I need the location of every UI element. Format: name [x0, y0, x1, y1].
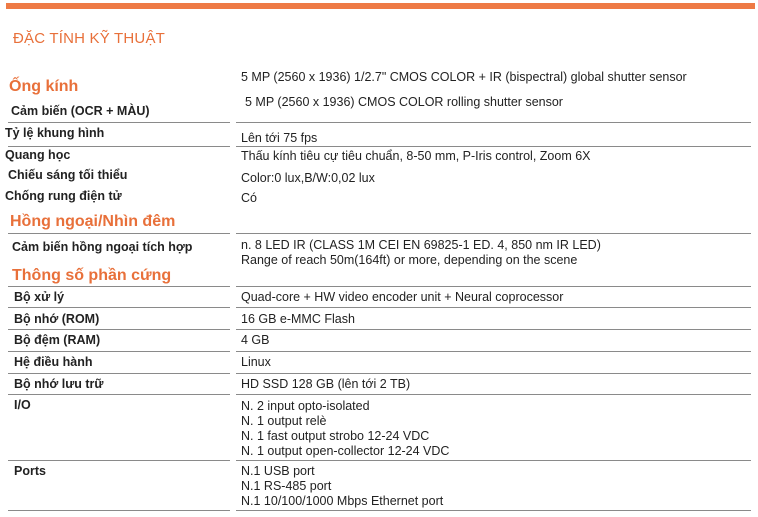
ir-sensor-line: Range of reach 50m(164ft) or more, depending on the scene	[241, 253, 578, 267]
divider	[8, 307, 230, 308]
ports-line: N.1 RS-485 port	[241, 479, 332, 493]
divider	[8, 233, 230, 234]
divider	[8, 146, 230, 147]
sensor-label: Cảm biến (OCR + MÀU)	[11, 104, 150, 118]
section-heading-lens: Ống kính	[9, 78, 79, 95]
framerate-value: Lên tới 75 fps	[241, 131, 318, 145]
divider	[236, 286, 751, 287]
rom-value: 16 GB e-MMC Flash	[241, 312, 355, 326]
divider	[236, 122, 751, 123]
ir-sensor-value	[241, 238, 601, 268]
ports-line: N.1 10/100/1000 Mbps Ethernet port	[241, 494, 444, 508]
section-heading-hardware: Thông số phần cứng	[12, 267, 172, 284]
divider	[8, 460, 230, 461]
cpu-label: Bộ xử lý	[14, 290, 65, 304]
divider	[236, 460, 751, 461]
ir-sensor-line: n. 8 LED IR (CLASS 1M CEI EN 69825-1 ED. 4, 850 nm IR LED)	[241, 238, 601, 252]
divider	[236, 510, 751, 511]
page-title: ĐẶC TÍNH KỸ THUẬT	[13, 30, 166, 47]
divider	[8, 510, 230, 511]
divider	[236, 146, 751, 147]
divider	[236, 351, 751, 352]
divider	[236, 394, 751, 395]
divider	[8, 373, 230, 374]
storage-value: HD SSD 128 GB (lên tới 2 TB)	[241, 377, 411, 391]
io-value	[241, 399, 449, 459]
divider	[8, 394, 230, 395]
io-line: N. 1 output relè	[241, 414, 327, 428]
min-light-label: Chiếu sáng tối thiểu	[8, 168, 128, 182]
divider	[236, 373, 751, 374]
header-accent-bar	[6, 3, 755, 9]
sensor-primary-value: 5 MP (2560 x 1936) 1/2.7" CMOS COLOR + IR (bispectral) global shutter sensor	[241, 70, 687, 84]
io-line: N. 1 fast output strobo 12-24 VDC	[241, 429, 430, 443]
storage-label: Bộ nhớ lưu trữ	[14, 377, 104, 391]
optics-label: Quang học	[5, 148, 71, 162]
eis-label: Chống rung điện tử	[5, 189, 122, 203]
io-line: N. 2 input opto-isolated	[241, 399, 370, 413]
framerate-label: Tỷ lệ khung hình	[5, 126, 105, 140]
ir-sensor-label: Cảm biến hồng ngoại tích hợp	[12, 240, 193, 254]
divider	[236, 233, 751, 234]
io-label: I/O	[14, 398, 31, 412]
ports-value	[241, 464, 443, 509]
ram-label: Bộ đệm (RAM)	[14, 333, 101, 347]
divider	[8, 286, 230, 287]
min-light-value: Color:0 lux,B/W:0,02 lux	[241, 171, 375, 185]
rom-label: Bộ nhớ (ROM)	[14, 312, 100, 326]
divider	[236, 307, 751, 308]
io-line: N. 1 output open-collector 12-24 VDC	[241, 444, 450, 458]
optics-value: Thấu kính tiêu cự tiêu chuẩn, 8-50 mm, P-Iris control, Zoom 6X	[241, 149, 591, 163]
divider	[8, 329, 230, 330]
eis-value: Có	[241, 191, 257, 205]
ram-value: 4 GB	[241, 333, 270, 347]
ports-line: N.1 USB port	[241, 464, 315, 478]
sensor-value: 5 MP (2560 x 1936) CMOS COLOR rolling shutter sensor	[245, 95, 563, 109]
os-label: Hệ điều hành	[14, 355, 93, 369]
divider	[8, 122, 230, 123]
ports-label: Ports	[14, 464, 46, 478]
divider	[8, 351, 230, 352]
cpu-value: Quad-core + HW video encoder unit + Neural coprocessor	[241, 290, 564, 304]
divider	[236, 329, 751, 330]
os-value: Linux	[241, 355, 271, 369]
section-heading-ir: Hồng ngoại/Nhìn đêm	[10, 213, 176, 230]
